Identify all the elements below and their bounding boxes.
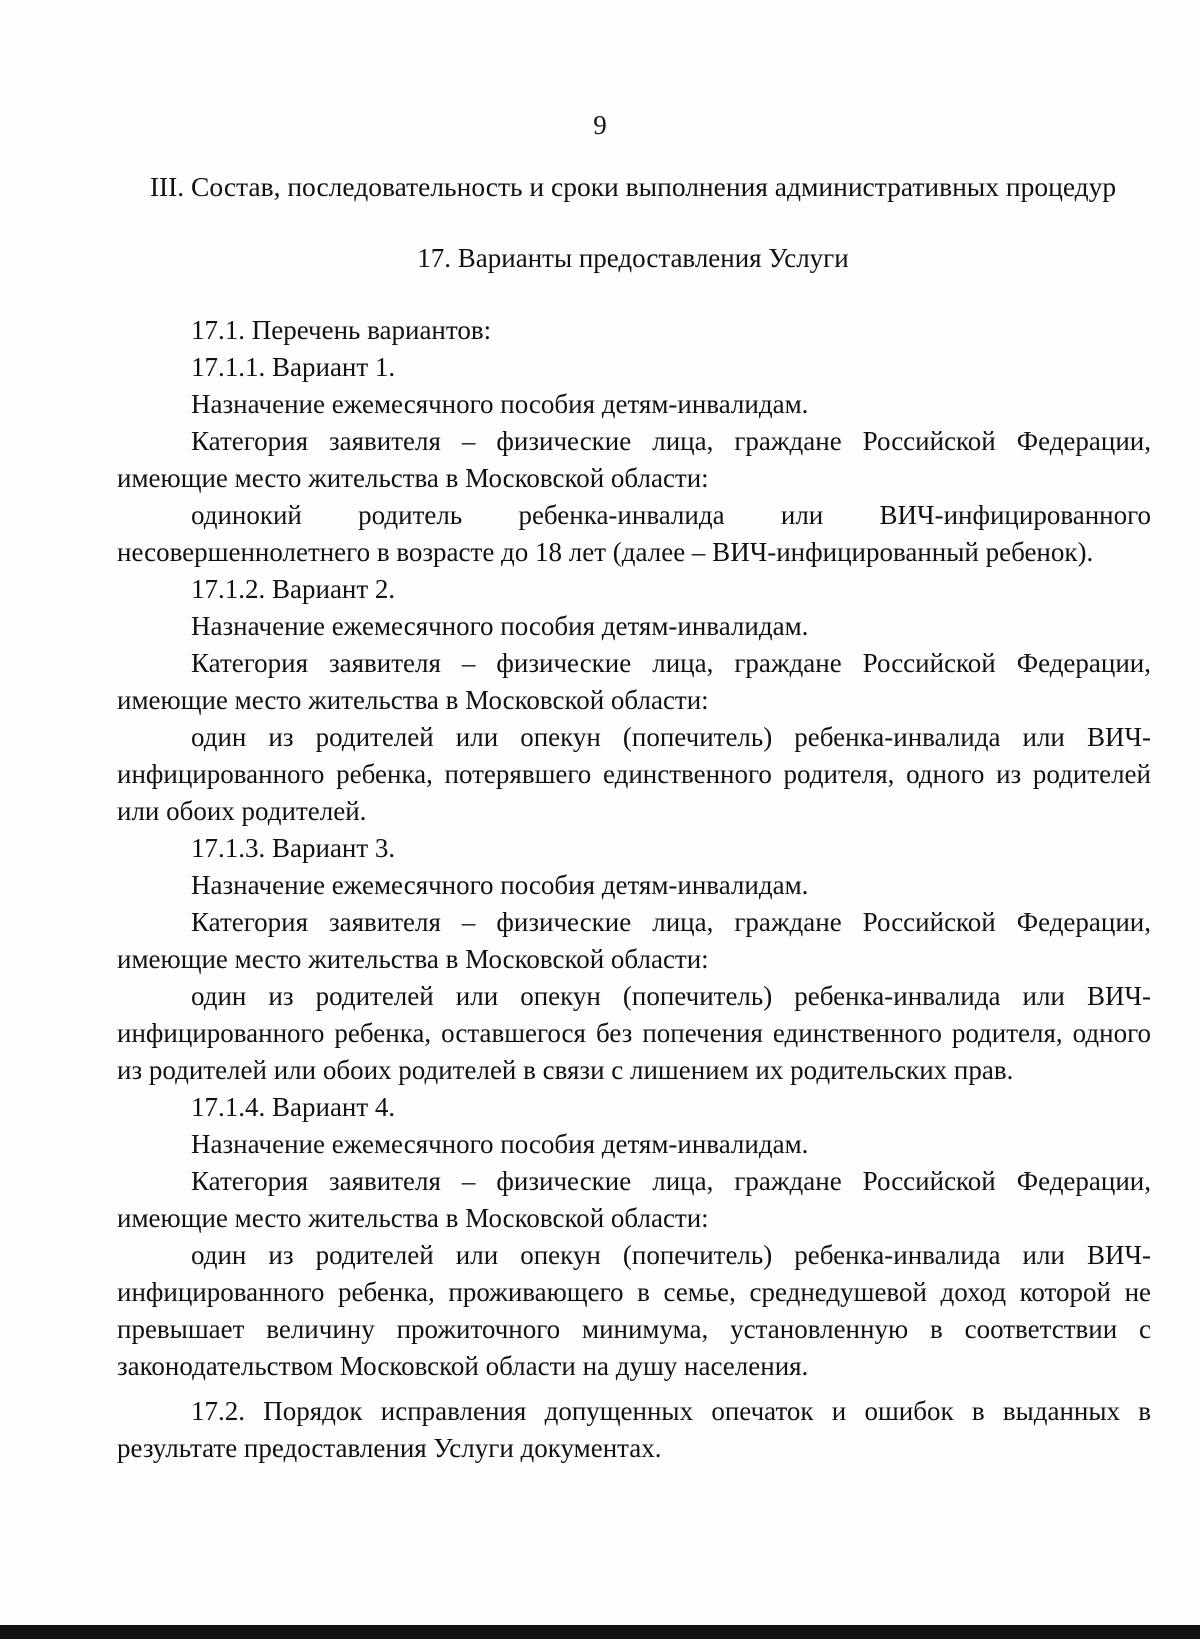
paragraph-variant-1-purpose: Назначение ежемесячного пособия детям-инвалидам. <box>191 389 809 419</box>
section-heading: III. Состав, последовательность и сроки выполнения административных процедур <box>149 171 1117 202</box>
paragraph-variant-2-title: 17.1.2. Вариант 2. <box>191 574 396 604</box>
paragraph-variant-2-category: Категория заявителя – физические лица, граждане Российской Федерации, имеющие место жительства в Московской области: <box>117 648 1151 715</box>
paragraph-variant-3-purpose: Назначение ежемесячного пособия детям-инвалидам. <box>191 870 809 900</box>
paragraph-variant-4-purpose: Назначение ежемесячного пособия детям-инвалидам. <box>191 1129 809 1159</box>
subsection-heading: 17. Варианты предоставления Услуги <box>417 243 849 273</box>
paragraph-variant-4-title: 17.1.4. Вариант 4. <box>191 1092 396 1122</box>
paragraph-variants-list: 17.1. Перечень вариантов: <box>191 315 492 345</box>
paragraph-variant-4-applicant: один из родителей или опекун (попечитель) ребенка-инвалида или ВИЧ-инфицированного ребенка, проживающего в семье, среднедушевой доход которой не превышает величину прожиточного минимума, установленную в соответствии с законодательством Московской области на душу населения. <box>117 1240 1151 1381</box>
document-body <box>117 312 1151 1467</box>
paragraph-variant-1-title: 17.1.1. Вариант 1. <box>191 352 396 382</box>
paragraph-variant-3-applicant: один из родителей или опекун (попечитель) ребенка-инвалида или ВИЧ-инфицированного ребенка, оставшегося без попечения единственного родителя, одного из родителей или обоих родителей в связи с лишением их родительских прав. <box>117 981 1151 1085</box>
paragraph-variant-2-applicant: один из родителей или опекун (попечитель) ребенка-инвалида или ВИЧ-инфицированного ребенка, потерявшего единственного родителя, одного из родителей или обоих родителей. <box>117 722 1151 826</box>
paragraph-variant-1-category: Категория заявителя – физические лица, граждане Российской Федерации, имеющие место жительства в Московской области: <box>117 426 1151 493</box>
paragraph-variant-4-category: Категория заявителя – физические лица, граждане Российской Федерации, имеющие место жительства в Московской области: <box>117 1166 1151 1233</box>
page-number: 9 <box>593 110 607 140</box>
paragraph-variant-3-title: 17.1.3. Вариант 3. <box>191 833 396 863</box>
paragraph-corrections: 17.2. Порядок исправления допущенных опечаток и ошибок в выданных в результате предоставления Услуги документах. <box>117 1396 1151 1463</box>
paragraph-variant-2-purpose: Назначение ежемесячного пособия детям-инвалидам. <box>191 611 809 641</box>
scan-edge <box>0 1625 1200 1639</box>
paragraph-variant-1-applicant: одинокий родитель ребенка-инвалида или ВИЧ-инфицированного несовершеннолетнего в возрасте до 18 лет (далее – ВИЧ-инфицированный ребенок). <box>117 500 1151 567</box>
paragraph-variant-3-category: Категория заявителя – физические лица, граждане Российской Федерации, имеющие место жительства в Московской области: <box>117 907 1151 974</box>
